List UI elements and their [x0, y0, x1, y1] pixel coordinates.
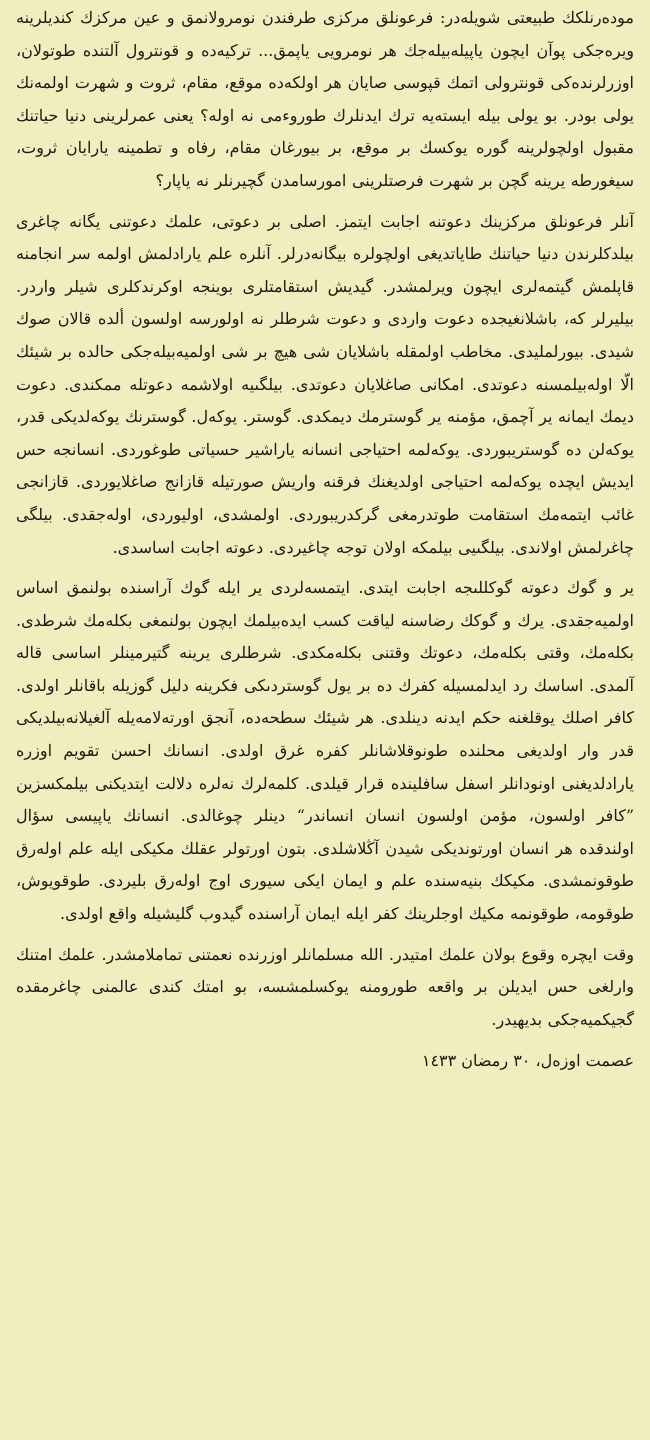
author-signature-date: عصمت اوزەل، ٣٠ رمضان ١٤٣٣ — [421, 1051, 634, 1071]
paragraph-4: وقت ايچرە وقوع بولان علمك امتيدر. اللە مسلمانلر اوزرندە نعمتنى تماملامشدر. علمك امتنك وارلغى حس ايديلن بر واقعە طورومنە يوكسلمشسە، بو امتك كندى عالمنى چاغرمقدە گجيكميەجكى بديهيدر. — [16, 944, 634, 1029]
paragraph-3: ير و گوك دعوتە گوكللىجە اجابت ايتدى. ايتمسەلردى ير ايلە گوك آراسندە بولنمق اساس اولميەجقدى. يرك و گوكك رضاسنە لياقت كسب ايدەبيلمك ايچون بولنمغى بكلەمك شرطدى. بكلەمك، وقتى بكلەمك، دعوتك وقتنى بكلەمكدى. شرطلرى يرينە گتيرمينلر اساسى قالە آلمدى. اساسك رد ايدلمسيلە كفرك دە بر يول گوستردىكى فكرينە دليل گوزيلە باقانلر اولدى. كافر اصلك يوقلغنە حكم ايدنە دينلدى. هر شيئك سطحەدە، آنجق اورتەلامەيلە آلغيلانەبيلديكى قدر وار اولديغى محلندە طونوقلاشانلر كفرە غرق اولدى. انسانك احسن تقويم اوزرە يارادلديغنى اونودانلر اسفل سافلينده قرار قيلدى. كلمەلرك نەلرە دلالت ايتديكنى بيلمكسزين ”كافر اولسون، مؤمن اولسون انسان انساندر“ دينلر چوغالدى. انسانك ياپيسى سؤال اولندقدە هر انسان اورتونديكى شيدن آڭلاشلدى. بتون اورتولر عقلك مكيكى ايلە علم اولەرق طوقونمشدى. مكيكك بنيەسندە علم و ايمان ايكى سيورى اوج اولەرق بليردى. طوقويوش، طوقومە، طوقونمە مكيك اوجلرينك كفر ايلە ايمان آراسندە گيدوب گليشيلە واقع اولدى. — [16, 578, 634, 924]
paragraph-2: آنلر فرعونلق مركزينك دعوتنە اجابت ايتمز. اصلى بر دعوتى، علمك دعوتنى يگانە چاغرى بيلدكلرندن دنيا حياتنك طاياتديغى اولچولرە بيگانەدرلر. آنلرە علم يارادلمش اولمە سر انجامنە قاپلمش گيتمەلرى ايچون ويرلمشدر. گيديش استقامتلرى بوينجە اوكرندكلرى شيلر واردر. بيليرلر كە، باشلانغيجدە دعوت واردى و دعوت شرطلر نە اولورسە اولسون ألدە قالان صوك شيدى. بيورلمليدى. مخاطب اولمقلە باشلايان شى هيچ بر شى اولميەبيلەجكى حالدە بر شيئك الّا اولەبيلمسنە دعوتدى. امكانى صاغلايان دعوتدى. بيلگىيە اولاشمە دعوتلە ممكندى. دعوت ديمك ايمانە ير آچمق، مؤمنە ير گوسترمك ديمكدى. گوستر. يوكه‌ل. گوسترنك يوكه‌لديكى قدر، يوكه‌لن دە گوستريبوردى. يوكه‌لمە احتياجى انسانە ياراشير حسياتى طوغوردى. انسانجە حس ايديش ايچدە يوكه‌لمە احتياجى اولديغنك فرقنە واريش صورتيلە قازانج صاغلايوردى. قازانجى غائب ايتمەمك استقامت طوتدرمغى گركدريبوردى. اولمشدى، اوليوردى، اولەجقدى. بيلگى چاغرلمش اولاندى. بيلگىيى بيلمكە اولان توجە چاغيردى. دعوتە اجابت اساسدى. — [16, 211, 634, 557]
paragraph-1: مودەرنلكك طبيعتى شويلەدر: فرعونلق مركزى طرفندن نومرولانمق و عين مركزك كنديلرينە ويرەجكى پوآن ايچون ياپيلەبيلەجك هر نومرويى ياپمق... تركيەدە و قونترول آلتندە طوتولان، اوزرلرندەكى قونترولى اتمك قپوسى صايان هر اولكەدە موقع، مقام، ثروت و شهرت اولمەنك يولى بودر. بو يولى بيلە ايستەيە ترك ايدنلرك طوروءمى نە اولە؟ يعنى عمرلرينى دنيا حياتنك مقبول اولچولرينە گورە يوكسك بر موقع، بر بيورغان مقام، رفاه و تطمينە يارايان ثروت، سيغورطە يرينە گچن بر شهرت فرصتلرينى امورسامدن گچيرنلر نە ياپار؟ — [16, 8, 635, 190]
